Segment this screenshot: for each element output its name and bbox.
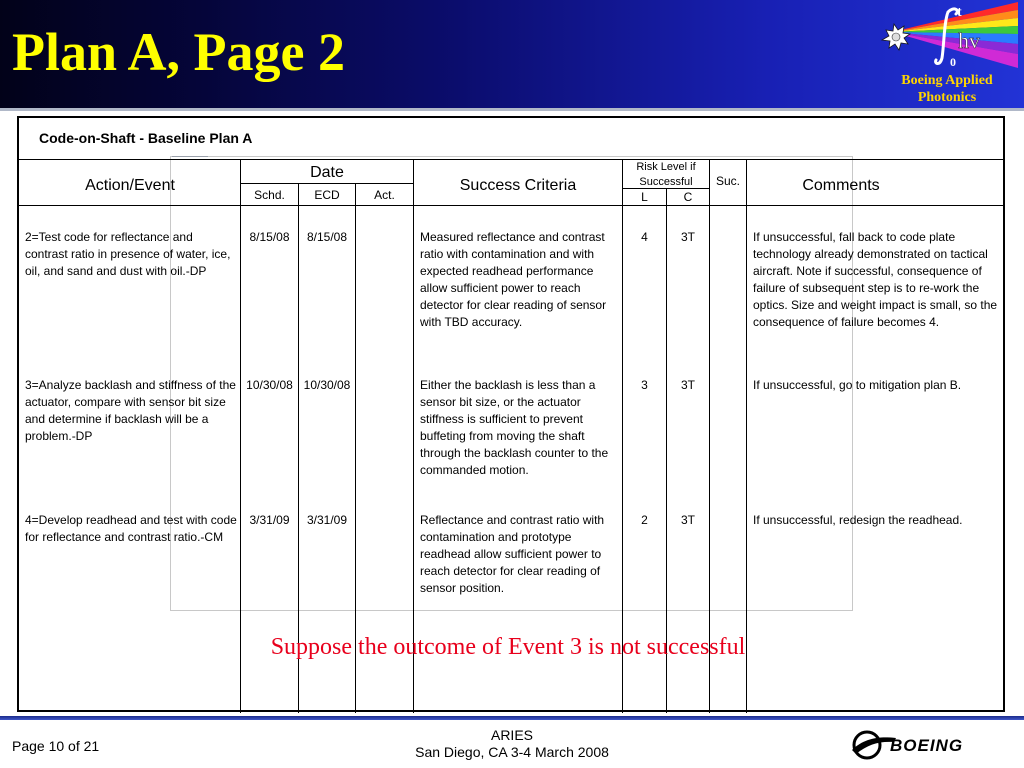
row3-comments: If unsuccessful, redesign the readhead. — [753, 513, 963, 527]
row1-schd: 8/15/08 — [249, 230, 290, 244]
section-title: Code-on-Shaft - Baseline Plan A — [39, 130, 253, 146]
row3-success: Reflectance and contrast ratio with contamination and prototype readhead allow sufficient power to reach detector for clear reading of sensor position. — [420, 513, 605, 595]
integral-symbol: hv — [958, 28, 980, 53]
faint-placeholder-mark — [172, 156, 208, 157]
date-subheader-rule — [241, 183, 413, 184]
row2-ecd: 10/30/08 — [303, 378, 351, 392]
page-number: Page 10 of 21 — [12, 738, 100, 754]
header-act: Act. — [374, 188, 395, 202]
row1-risk-l: 4 — [641, 230, 648, 244]
row1-ecd: 8/15/08 — [306, 230, 348, 244]
row1-risk-c: 3T — [680, 230, 695, 244]
integral-lower-limit: 0 — [950, 55, 956, 69]
boeing-logo — [850, 728, 1010, 762]
footer-line-2: San Diego, CA 3-4 March 2008 — [415, 744, 609, 760]
header-ecd: ECD — [314, 188, 340, 202]
starburst-icon — [882, 24, 910, 50]
col-divider-success — [413, 159, 414, 713]
row2-comments: If unsuccessful, go to mitigation plan B. — [753, 378, 962, 392]
row3-risk-l: 2 — [641, 513, 648, 527]
footer-divider — [0, 716, 1024, 720]
row3-risk-c: 3T — [680, 513, 695, 527]
row2-success: Either the backlash is less than a sensor bit size, or the actuator stiffness is sufficient to prevent buffeting from moving the shaft through the backlash counter to the commanded motion. — [420, 378, 609, 477]
header-date: Date — [310, 164, 344, 181]
logo-caption: Boeing Applied Photonics — [901, 73, 993, 105]
row1-action: 2=Test code for reflectance and contrast ratio in presence of water, ice, oil, and sand and dust with oil.-DP — [25, 230, 231, 278]
callout-text: Suppose the outcome of Event 3 is not successful — [270, 634, 746, 660]
header-risk-l: L — [641, 190, 648, 204]
col-divider-comments — [746, 159, 747, 713]
row2-risk-c: 3T — [680, 378, 695, 392]
row2-schd: 10/30/08 — [246, 378, 293, 392]
header-suc: Suc. — [715, 174, 740, 188]
row1-comments: If unsuccessful, fall back to code plate technology already demonstrated on tactical aircraft. Note if successful, consequence of failure of subsequent step is to re-work the optics. Size and weight impact is small, so the consequence of failure becomes 4. — [753, 230, 998, 329]
integral-upper-limit: t — [957, 5, 962, 20]
row3-action: 4=Develop readhead and test with code for reflectance and contrast ratio.-CM — [25, 513, 237, 544]
slide-title: Plan A, Page 2 — [12, 22, 345, 82]
slide-header — [0, 0, 1024, 108]
header-success-criteria: Success Criteria — [459, 177, 577, 194]
boeing-wordmark: BOEING — [890, 736, 964, 755]
row1-success: Measured reflectance and contrast ratio with contamination and with expected readhead performance allow sufficient power to reach detector for clear reading of sensor with TBD accuracy. — [420, 230, 607, 329]
col-divider-suc — [709, 159, 710, 713]
footer-event-info — [300, 727, 724, 761]
header-risk-c: C — [683, 190, 693, 204]
header-risk-line1: Risk Level if — [636, 161, 696, 173]
footer-line-1: ARIES — [490, 727, 533, 743]
table-header-top-rule — [19, 159, 1003, 160]
header-comments: Comments — [802, 177, 880, 194]
header-divider — [0, 108, 1024, 111]
table-header-bottom-rule — [19, 205, 1003, 206]
header-risk-line2: Successful — [639, 176, 693, 188]
row3-schd: 3/31/09 — [249, 513, 290, 527]
header-action-event: Action/Event — [85, 177, 175, 194]
row2-action: 3=Analyze backlash and stiffness of the actuator, compare with sensor bit size and determine if backlash will be a problem.-DP — [25, 378, 236, 443]
row2-risk-l: 3 — [641, 378, 648, 392]
header-schd: Schd. — [254, 188, 285, 202]
row3-ecd: 3/31/09 — [306, 513, 348, 527]
